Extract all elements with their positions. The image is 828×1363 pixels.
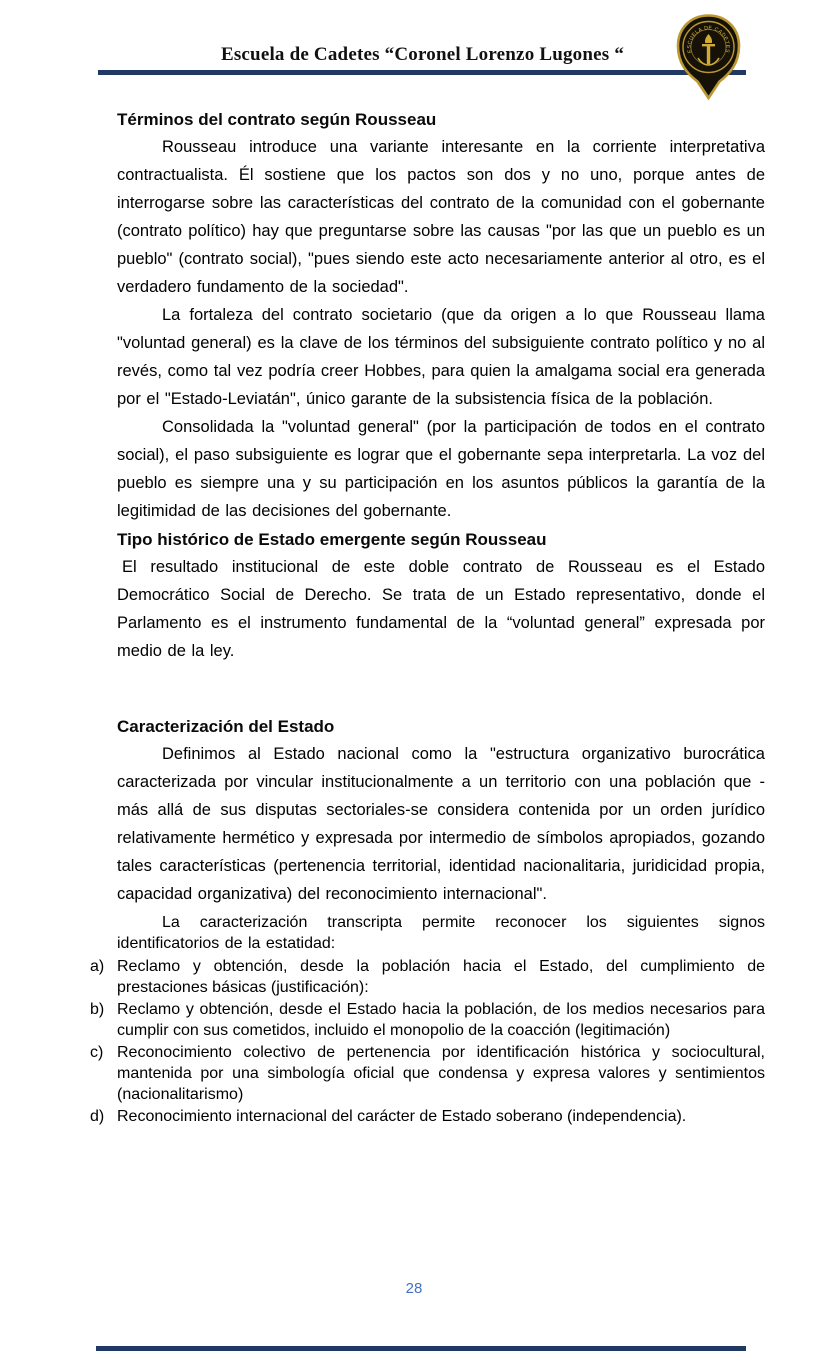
identificatory-signs-list xyxy=(90,956,765,1127)
section-heading-tipo-historico: Tipo histórico de Estado emergente según Rousseau xyxy=(117,530,547,549)
list-item-text: Reclamo y obtención, desde el Estado hacia la población, de los medios necesarios para cumplir con sus cometidos, incluido el monopolio de la coacción (legitimación) xyxy=(117,1001,765,1039)
header-rule xyxy=(98,70,746,75)
paragraph: El resultado institucional de este doble contrato de Rousseau es el Estado Democrático Social de Derecho. Se trata de un Estado representativo, donde el Parlamento es el instrumento fundamental de la “voluntad general” expresada por medio de la ley. xyxy=(117,558,765,660)
list-item xyxy=(90,956,765,998)
list-item-text: Reconocimiento colectivo de pertenencia por identificación histórica y sociocultural, mantenida por una simbología oficial que condensa y expresa valores y sentimientos (nacionalitarismo) xyxy=(117,1044,765,1103)
school-crest-logo xyxy=(675,13,742,101)
footer-rule xyxy=(96,1346,746,1351)
paragraph: La fortaleza del contrato societario (que da origen a lo que Rousseau llama "voluntad general) es la clave de los términos del subsiguiente contrato político y no al revés, como tal vez podría creer Hobbes, para quien la amalgama social era generada por el "Estado-Leviatán", único garante de la subsistencia física de la población. xyxy=(117,306,765,408)
list-item xyxy=(90,1042,765,1105)
paragraph: Consolidada la "voluntad general" (por la participación de todos en el contrato social), el paso subsiguiente es lograr que el gobernante sepa interpretarla. La voz del pueblo es siempre una y su participación en los asuntos públicos la garantía de la legitimidad de las decisiones del gobernante. xyxy=(117,418,765,520)
list-marker: d) xyxy=(90,1108,105,1125)
list-marker: c) xyxy=(90,1044,104,1061)
crest-ring-text: ESCUELA DE CADETES xyxy=(686,25,731,54)
list-marker: b) xyxy=(90,1001,105,1018)
header-school-name: Escuela de Cadetes “Coronel Lorenzo Lugones “ xyxy=(220,44,625,65)
section-heading-caracterizacion-estado: Caracterización del Estado xyxy=(117,717,335,736)
page-number: 28 xyxy=(405,1280,423,1297)
list-item-text: Reconocimiento internacional del carácter de Estado soberano (independencia). xyxy=(117,1108,687,1125)
list-item xyxy=(90,999,765,1041)
section-heading-terminos-contrato: Términos del contrato según Rousseau xyxy=(117,110,437,129)
list-item-text: Reclamo y obtención, desde la población hacia el Estado, del cumplimiento de prestaciones básicas (justificación): xyxy=(117,958,765,996)
paragraph: La caracterización transcripta permite reconocer los siguientes signos identificatorios de la estatidad: xyxy=(117,914,765,952)
document-body xyxy=(90,110,765,1127)
list-item xyxy=(90,1106,765,1127)
paragraph: Rousseau introduce una variante interesante en la corriente interpretativa contractualista. Él sostiene que los pactos son dos y no uno, porque antes de interrogarse sobre las características del contrato de la comunidad con el gobernante (contrato político) hay que preguntarse sobre las causas "por las que un pueblo es un pueblo" (contrato social), "pues siendo este acto necesariamente anterior al otro, es el verdadero fundamento de la sociedad". xyxy=(117,138,765,296)
list-marker: a) xyxy=(90,958,105,975)
paragraph: Definimos al Estado nacional como la "estructura organizativo burocrática caracterizada por vincular institucionalmente a un territorio con una población que -más allá de sus disputas sectoriales-se considera contenida por un orden jurídico relativamente hermético y expresada por intermedio de símbolos apropiados, gozando tales características (pertenencia territorial, identidad nacionalitaria, juridicidad propia, capacidad organizativa) del reconocimiento internacional". xyxy=(117,745,765,903)
